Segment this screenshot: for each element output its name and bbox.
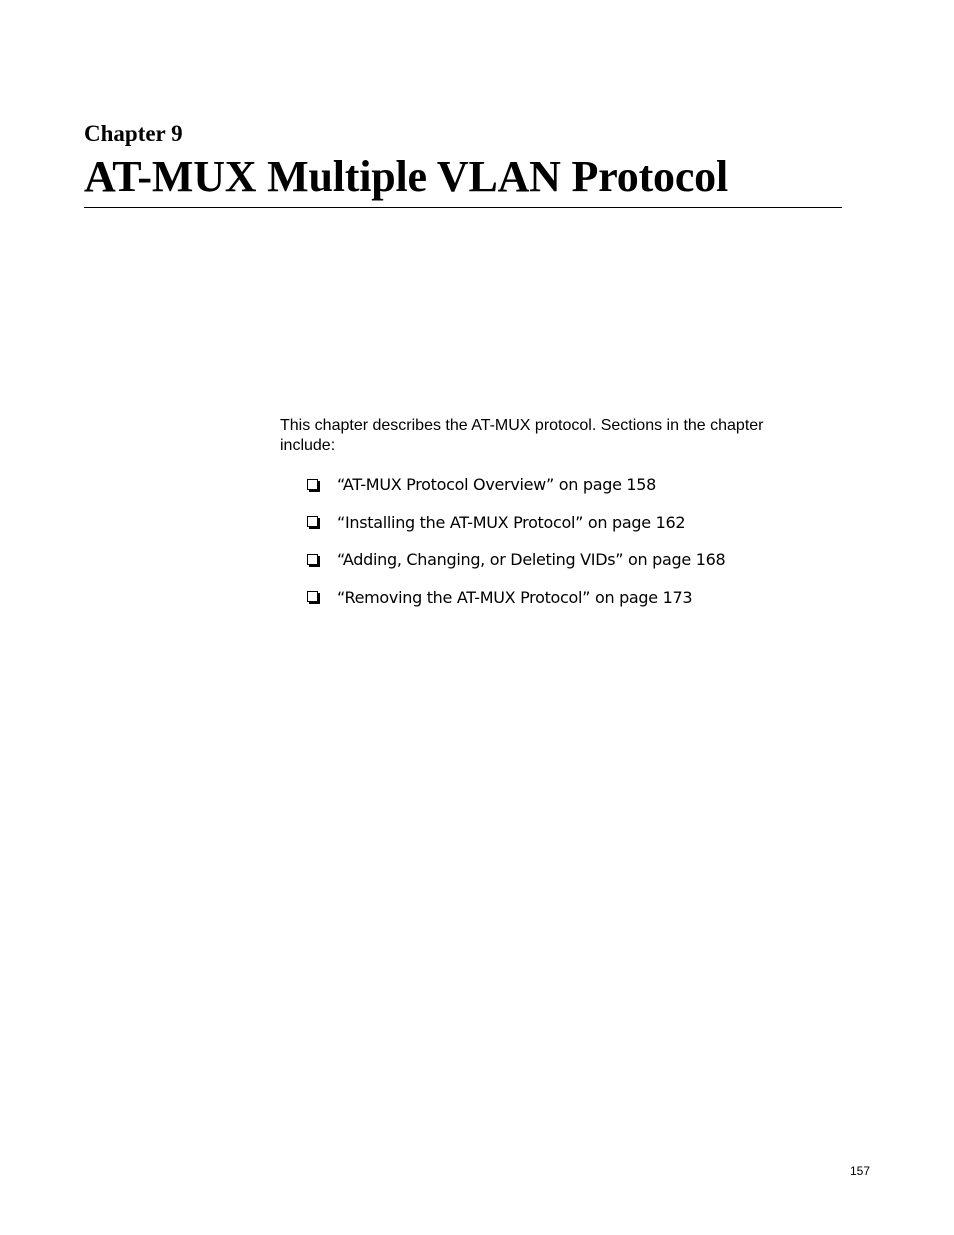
chapter-title: AT-MUX Multiple VLAN Protocol [84,152,728,201]
checkbox-icon [307,516,318,527]
section-list-item[interactable] [307,513,725,533]
section-link[interactable]: “Removing the AT-MUX Protocol” on page 173 [337,587,693,607]
checkbox-icon [307,479,318,490]
checkbox-icon [307,591,318,602]
chapter-label: Chapter 9 [84,121,183,146]
checkbox-icon [307,554,318,565]
section-list [307,475,725,625]
section-list-item[interactable] [307,550,725,570]
section-link[interactable]: “Adding, Changing, or Deleting VIDs” on page 168 [337,550,726,569]
intro-paragraph: This chapter describes the AT-MUX protocol. Sections in the chapter include: [280,417,764,454]
section-link[interactable]: “Installing the AT-MUX Protocol” on page 162 [337,512,686,532]
section-list-item[interactable] [307,475,725,495]
title-divider [84,207,842,208]
page-number: 157 [850,1164,871,1178]
section-link[interactable]: “AT-MUX Protocol Overview” on page 158 [337,475,657,494]
section-list-item[interactable] [307,588,725,608]
